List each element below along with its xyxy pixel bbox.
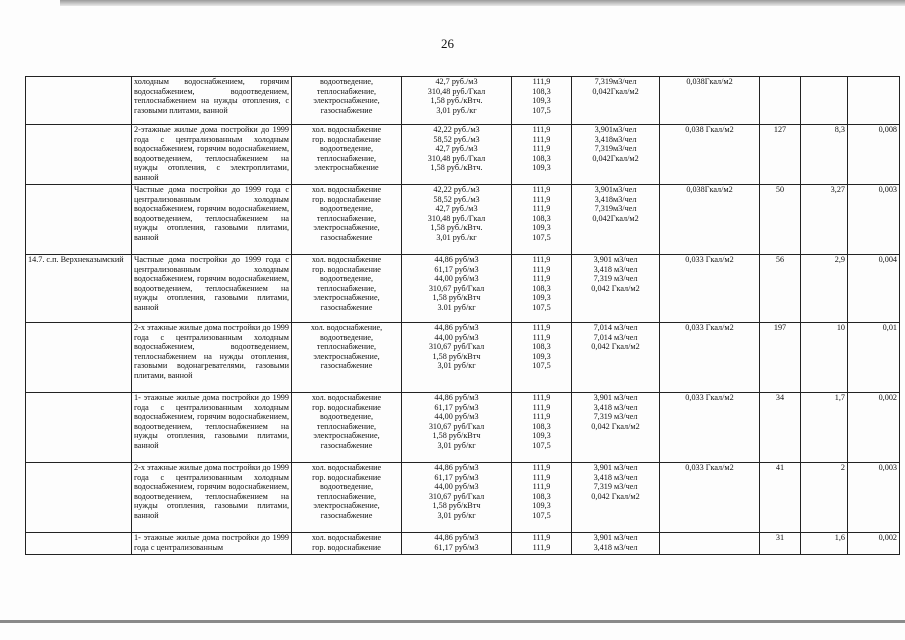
monthly-heat-norm-cell: 0,033 Гкал/м2 — [660, 393, 760, 463]
area-cell: 2,9 — [801, 255, 848, 323]
tariff-line: 3,01 руб./кг — [436, 232, 477, 242]
indices-cell — [512, 77, 572, 125]
monthly-heat-norm-cell: 0,033 Гкал/м2 — [660, 463, 760, 533]
scan-edge-bottom — [0, 620, 905, 623]
settlement-cell — [26, 463, 132, 533]
service-line: электроснабжение, — [313, 501, 380, 511]
norm-line: 7,014 м3/чел — [593, 332, 638, 342]
tariff-line: 42,22 руб./м3 — [433, 185, 480, 194]
norm-line: 3,901м3/чел — [594, 125, 637, 134]
service-line: гор. водоснабжение — [312, 472, 381, 482]
norm-line: 3,901м3/чел — [594, 185, 637, 194]
tariff-line: 310,48 руб./Гкал — [427, 86, 486, 96]
index-line: 107,5 — [532, 440, 551, 450]
services-cell — [292, 125, 402, 185]
norm-line: 7,014 м3/чел — [593, 323, 638, 332]
monthly-heat-norm-cell — [660, 533, 760, 555]
norm-line: 3,418 м3/чел — [593, 542, 638, 552]
count-cell: 127 — [760, 125, 801, 185]
service-line: хол. водоснабжение — [311, 125, 382, 134]
table-row — [26, 125, 900, 185]
tariff-table — [25, 76, 900, 555]
service-line: газоснабжение — [320, 440, 373, 450]
index-line: 111,9 — [532, 125, 551, 134]
service-line: теплоснабжение, — [316, 342, 377, 352]
service-line: хол. водоснабжение — [311, 255, 382, 264]
services-cell — [292, 463, 402, 533]
tariff-line: 3,01 руб/кг — [437, 361, 476, 371]
service-line: электроснабжение, — [313, 351, 380, 361]
tariff-line: 3,01 руб./кг — [436, 105, 477, 115]
count-cell: 41 — [760, 463, 801, 533]
norm-line: 0,042 Гкал/м2 — [591, 421, 640, 431]
norm-line: 3,901 м3/чел — [593, 255, 638, 264]
tariff-line: 42,7 руб./м3 — [435, 77, 478, 86]
housing-description-cell: холодным водоснабжением, горячим водоснабжением, водоотведением, теплоснабжением на нужды отопления, с газовыми плитами, ванной — [132, 77, 292, 125]
settlement-cell — [26, 77, 132, 125]
index-line: 111,9 — [532, 482, 551, 492]
tariff-line: 3,01 руб/кг — [437, 440, 476, 450]
services-cell — [292, 255, 402, 323]
service-line: водоотведение, — [319, 482, 374, 492]
norm-line: 3,418 м3/чел — [593, 264, 638, 274]
norm-line: 7,319 м3/чел — [593, 412, 638, 422]
table-row — [26, 185, 900, 255]
share-cell: 0,003 — [848, 185, 900, 255]
monthly-heat-norm-cell: 0,038Гкал/м2 — [660, 185, 760, 255]
service-line: теплоснабжение, — [316, 283, 377, 293]
tariff-line: 1,58 руб/кВтч — [432, 351, 481, 361]
tariff-line: 44,86 руб/м3 — [434, 255, 479, 264]
index-line: 109,3 — [532, 431, 551, 441]
index-line: 111,9 — [532, 393, 551, 402]
tariff-line: 44,00 руб/м3 — [434, 332, 479, 342]
index-line: 109,3 — [532, 223, 551, 233]
norms-cell — [572, 185, 660, 255]
area-cell: 8,3 — [801, 125, 848, 185]
index-line: 111,9 — [532, 472, 551, 482]
count-cell: 56 — [760, 255, 801, 323]
tariff-line: 310,48 руб./Гкал — [427, 153, 486, 163]
tariff-line: 42,22 руб./м3 — [433, 125, 480, 134]
norm-line: 7,319 м3/чел — [593, 482, 638, 492]
service-line: теплоснабжение, — [316, 153, 377, 163]
indices-cell — [512, 533, 572, 555]
settlement-cell: 14.7. с.п. Верхнеказымский — [26, 255, 132, 323]
indices-cell — [512, 185, 572, 255]
service-line: газоснабжение — [320, 361, 373, 371]
index-line: 111,9 — [532, 144, 551, 154]
norm-line: 3,418м3/чел — [594, 194, 637, 204]
service-line: водоотведение, — [319, 332, 374, 342]
index-line: 108,3 — [532, 342, 551, 352]
services-cell — [292, 185, 402, 255]
norm-line: 7,319м3/чел — [594, 77, 637, 86]
area-cell — [801, 77, 848, 125]
index-line: 111,9 — [532, 194, 551, 204]
norms-cell — [572, 255, 660, 323]
housing-description-cell: 1- этажные жилые дома постройки до 1999 года с централизованным холодным водоснабжением, горячим водоснабжением, водоотведением, теплоснабжением на нужды отопления, газовыми плитами, ванной — [132, 393, 292, 463]
service-line: водоотведение, — [319, 144, 374, 154]
index-line: 111,9 — [532, 323, 551, 332]
scan-edge-top — [60, 0, 905, 6]
index-line: 111,9 — [532, 204, 551, 214]
service-line: теплоснабжение, — [316, 86, 377, 96]
service-line: газоснабжение — [320, 510, 373, 520]
share-cell — [848, 77, 900, 125]
norm-line: 3,418 м3/чел — [593, 402, 638, 412]
monthly-heat-norm-cell: 0,038 Гкал/м2 — [660, 125, 760, 185]
service-line: водоотведение, — [319, 412, 374, 422]
norm-line: 0,042 Гкал/м2 — [591, 491, 640, 501]
settlement-cell — [26, 125, 132, 185]
area-cell: 2 — [801, 463, 848, 533]
count-cell: 50 — [760, 185, 801, 255]
count-cell: 34 — [760, 393, 801, 463]
tariff-line: 1,58 руб./кВтч. — [430, 223, 483, 233]
tariff-line: 58,52 руб./м3 — [433, 134, 480, 144]
tariff-line: 1,58 руб./кВтч. — [430, 163, 483, 173]
tariff-line: 42,7 руб./м3 — [435, 204, 478, 214]
share-cell: 0,004 — [848, 255, 900, 323]
index-line: 108,3 — [532, 491, 551, 501]
settlement-cell — [26, 323, 132, 393]
tariff-line: 44,86 руб/м3 — [434, 393, 479, 402]
tariffs-cell — [402, 323, 512, 393]
services-cell — [292, 77, 402, 125]
tariff-line: 310,67 руб/Гкал — [428, 421, 485, 431]
area-cell: 1,6 — [801, 533, 848, 555]
tariff-line: 3,01 руб/кг — [437, 510, 476, 520]
area-cell: 3,27 — [801, 185, 848, 255]
service-line: водоотведение, — [319, 274, 374, 284]
norm-line: 7,319м3/чел — [594, 204, 637, 214]
norms-cell — [572, 77, 660, 125]
index-line: 108,3 — [532, 86, 551, 96]
tariff-line: 61,17 руб/м3 — [434, 472, 479, 482]
tariff-line: 310,67 руб/Гкал — [428, 491, 485, 501]
housing-description-cell: 2-х этажные жилые дома постройки до 1999 года с централизованным холодным водоснабжением, горячим водоснабжением, водоотведением, теплоснабжением на нужды отопления, газовыми плитами, ванной — [132, 463, 292, 533]
index-line: 108,3 — [532, 153, 551, 163]
tariff-line: 44,00 руб/м3 — [434, 482, 479, 492]
count-cell: 197 — [760, 323, 801, 393]
index-line: 111,9 — [532, 185, 551, 194]
share-cell: 0,003 — [848, 463, 900, 533]
service-line: газоснабжение — [320, 232, 373, 242]
share-cell: 0,01 — [848, 323, 900, 393]
services-cell — [292, 323, 402, 393]
housing-description-cell: 1- этажные жилые дома постройки до 1999 года с централизованным — [132, 533, 292, 555]
tariff-line: 61,17 руб/м3 — [434, 264, 479, 274]
service-line: хол. водоснабжение — [311, 393, 382, 402]
tariff-line: 61,17 руб/м3 — [434, 402, 479, 412]
index-line: 109,3 — [532, 293, 551, 303]
norm-line: 3,901 м3/чел — [593, 393, 638, 402]
tariffs-cell — [402, 533, 512, 555]
service-line: электроснабжение, — [313, 293, 380, 303]
settlement-cell — [26, 393, 132, 463]
index-line: 111,9 — [532, 77, 551, 86]
service-line: водоотведение, — [319, 77, 374, 86]
service-line: теплоснабжение, — [316, 421, 377, 431]
service-line: теплоснабжение, — [316, 213, 377, 223]
indices-cell — [512, 463, 572, 533]
norm-line: 7,319 м3/чел — [593, 274, 638, 284]
service-line: газоснабжение — [320, 302, 373, 312]
tariffs-cell — [402, 125, 512, 185]
share-cell: 0,008 — [848, 125, 900, 185]
index-line: 108,3 — [532, 283, 551, 293]
tariff-line: 44,86 руб/м3 — [434, 533, 479, 542]
index-line: 107,5 — [532, 232, 551, 242]
service-line: гор. водоснабжение — [312, 542, 381, 552]
index-line: 111,9 — [532, 412, 551, 422]
index-line: 111,9 — [532, 274, 551, 284]
tariffs-cell — [402, 255, 512, 323]
norm-line: 0,042Гкал/м2 — [592, 153, 639, 163]
norm-line: 3,901 м3/чел — [593, 533, 638, 542]
tariffs-cell — [402, 393, 512, 463]
index-line: 109,3 — [532, 351, 551, 361]
tariffs-cell — [402, 463, 512, 533]
tariff-line: 42,7 руб./м3 — [435, 144, 478, 154]
norm-line: 0,042 Гкал/м2 — [591, 342, 640, 352]
norms-cell — [572, 463, 660, 533]
table-row — [26, 323, 900, 393]
service-line: электроснабжение — [314, 163, 379, 173]
index-line: 107,5 — [532, 361, 551, 371]
table-row — [26, 393, 900, 463]
norms-cell — [572, 323, 660, 393]
tariff-line: 3.01 руб/кг — [437, 302, 476, 312]
tariff-line: 44,86 руб/м3 — [434, 463, 479, 472]
tariff-line: 1,58 руб/кВтч — [432, 501, 481, 511]
area-cell: 10 — [801, 323, 848, 393]
index-line: 108,3 — [532, 421, 551, 431]
norm-line: 3,418м3/чел — [594, 134, 637, 144]
service-line: гор. водоснабжение — [312, 402, 381, 412]
service-line: хол. водоснабжение — [311, 463, 382, 472]
monthly-heat-norm-cell: 0,033 Гкал/м2 — [660, 255, 760, 323]
service-line: гор. водоснабжение — [312, 264, 381, 274]
index-line: 111,9 — [532, 255, 551, 264]
indices-cell — [512, 125, 572, 185]
housing-description-cell: 2-этажные жилые дома постройки до 1999 года с централизованным холодным водоснабжением, горячим водоснабжением, водоотведением, теплоснабжением на нужды отопления, с электроплитами, ванной — [132, 125, 292, 185]
norm-line: 0,042Гкал/м2 — [592, 86, 639, 96]
monthly-heat-norm-cell: 0,038Гкал/м2 — [660, 77, 760, 125]
tariff-line: 310,67 руб/Гкал — [428, 342, 485, 352]
service-line: гор. водоснабжение — [312, 134, 381, 144]
tariff-line: 44,00 руб/м3 — [434, 274, 479, 284]
housing-description-cell: Частные дома постройки до 1999 года с централизованным холодным водоснабжением, горячим водоснабжением, водоотведением, теплоснабжением на нужды отопления, газовыми плитами, ванной — [132, 255, 292, 323]
tariff-line: 44,86 руб/м3 — [434, 323, 479, 332]
indices-cell — [512, 323, 572, 393]
service-line: гор. водоснабжение — [312, 194, 381, 204]
service-line: газоснабжение — [320, 105, 373, 115]
norm-line: 0,042 Гкал/м2 — [591, 283, 640, 293]
tariff-line: 58,52 руб./м3 — [433, 194, 480, 204]
service-line: теплоснабжение, — [316, 491, 377, 501]
count-cell — [760, 77, 801, 125]
index-line: 111,9 — [532, 264, 551, 274]
service-line: водоотведение, — [319, 204, 374, 214]
index-line: 111,9 — [532, 533, 551, 542]
table-row — [26, 463, 900, 533]
service-line: электроснабжение, — [313, 96, 380, 106]
service-line: хол. водоснабжение — [311, 533, 382, 542]
count-cell: 31 — [760, 533, 801, 555]
table-row — [26, 77, 900, 125]
indices-cell — [512, 255, 572, 323]
norms-cell — [572, 533, 660, 555]
norm-line: 0,042Гкал/м2 — [592, 213, 639, 223]
service-line: электроснабжение, — [313, 431, 380, 441]
share-cell: 0,002 — [848, 533, 900, 555]
tariff-line: 44,00 руб/м3 — [434, 412, 479, 422]
indices-cell — [512, 393, 572, 463]
settlement-cell — [26, 185, 132, 255]
tariff-line: 310,48 руб./Гкал — [427, 213, 486, 223]
norm-line: 3,901 м3/чел — [593, 463, 638, 472]
index-line: 111,9 — [532, 463, 551, 472]
tariffs-cell — [402, 77, 512, 125]
index-line: 111,9 — [532, 542, 551, 552]
index-line: 109,3 — [532, 501, 551, 511]
index-line: 107,5 — [532, 105, 551, 115]
table-row — [26, 533, 900, 555]
services-cell — [292, 393, 402, 463]
norm-line: 3,418 м3/чел — [593, 472, 638, 482]
norms-cell — [572, 125, 660, 185]
tariff-line: 1,58 руб./кВтч. — [430, 96, 483, 106]
tariffs-cell — [402, 185, 512, 255]
index-line: 111,9 — [532, 134, 551, 144]
index-line: 108,3 — [532, 213, 551, 223]
index-line: 111,9 — [532, 332, 551, 342]
services-cell — [292, 533, 402, 555]
norm-line: 7,319м3/чел — [594, 144, 637, 154]
share-cell: 0,002 — [848, 393, 900, 463]
index-line: 109,3 — [532, 96, 551, 106]
area-cell: 1,7 — [801, 393, 848, 463]
table-row — [26, 255, 900, 323]
tariff-line: 1,58 руб/кВтч — [432, 293, 481, 303]
tariff-line: 61,17 руб/м3 — [434, 542, 479, 552]
service-line: электроснабжение, — [313, 223, 380, 233]
index-line: 107,5 — [532, 302, 551, 312]
service-line: хол. водоснабжение — [311, 185, 382, 194]
norms-cell — [572, 393, 660, 463]
index-line: 111,9 — [532, 402, 551, 412]
index-line: 107,5 — [532, 510, 551, 520]
service-line: хол. водоснабжение, — [310, 323, 383, 332]
housing-description-cell: Частные дома постройки до 1999 года с централизованным холодным водоснабжением, горячим водоснабжением, водоотведением, теплоснабжением на нужды отопления, газовыми плитами, ванной — [132, 185, 292, 255]
settlement-cell — [26, 533, 132, 555]
housing-description-cell: 2-х этажные жилые дома постройки до 1999 года с централизованным холодным водоснабжением, водоотведением, теплоснабжением на нужды отопления, газовыми водонагревателями, газовыми плитами, ванной — [132, 323, 292, 393]
tariff-line: 1,58 руб/кВтч — [432, 431, 481, 441]
page-number: 26 — [441, 36, 454, 51]
tariff-line: 310,67 руб/Гкал — [428, 283, 485, 293]
monthly-heat-norm-cell: 0,033 Гкал/м2 — [660, 323, 760, 393]
index-line: 109,3 — [532, 163, 551, 173]
